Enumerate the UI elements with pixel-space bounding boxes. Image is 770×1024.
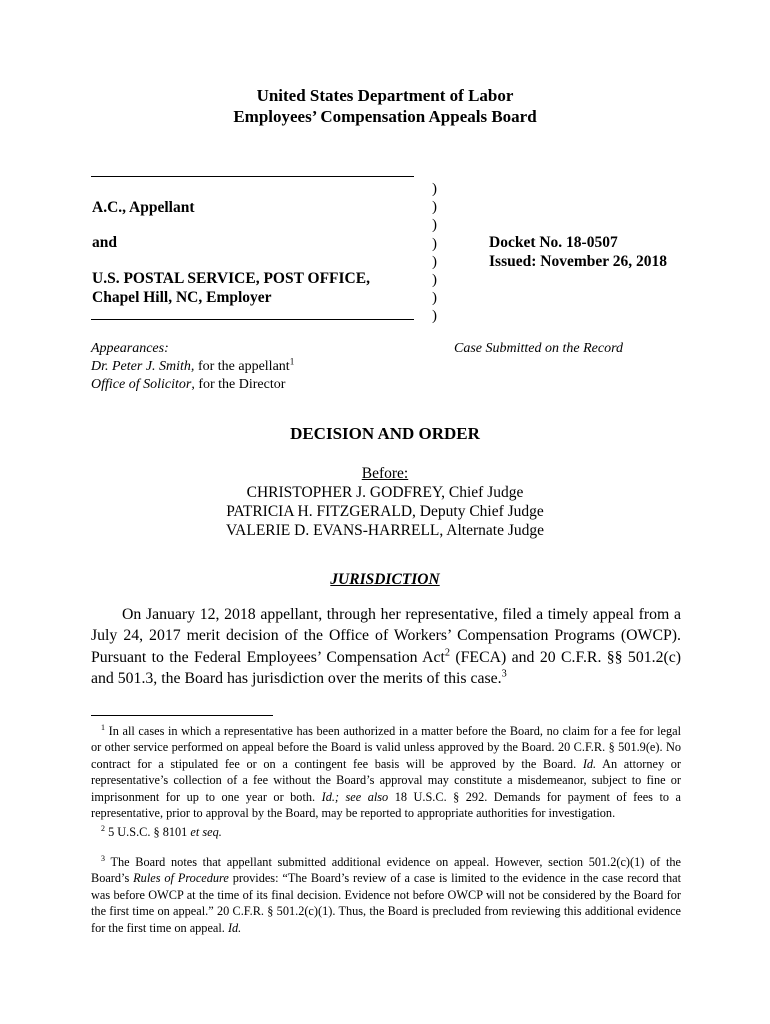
agency-title: United States Department of Labor <box>256 86 514 105</box>
docket-number: Docket No. 18-0507 <box>489 234 618 251</box>
appellant-name: A.C., Appellant <box>92 199 195 216</box>
judge-2: PATRICIA H. FITZGERALD, Deputy Chief Judge <box>226 503 544 520</box>
footnote-ref-1: 1 <box>289 356 295 367</box>
footnote-1: $^1$ In all cases in which a representative has been authorized in a matter before the Board, no claim for a fee for legal or other service performed on appeal before the Board is valid unless approved by the Board. 20 C.F.R. § 501.9(e). No contract for a stipulated fee or on a contingent fee basis will be approved by the Board. Id. An attorney or representative’s collection of a fee without the Board’s approval may constitute a misdemeanor, subject to fine or imprisonment for up to one year or both. Id.; see also 18 U.S.C. § 292. Demands for payment of fees to a representative, prior to approval by the Board, may be reported to appropriate authorities for investigation. <box>91 722 681 821</box>
decision-title: DECISION AND ORDER <box>290 424 480 443</box>
footnote-separator <box>91 715 273 716</box>
employer-line2: Chapel Hill, NC, Employer <box>92 289 272 306</box>
board-title: Employees’ Compensation Appeals Board <box>233 107 537 126</box>
jurisdiction-paragraph: On January 12, 2018 appellant, through her representative, filed a timely appeal from a July 24, 2017 merit decision of the Office of Workers’ Compensation Programs (OWCP). Pursuant to the Federal Employees’ Compensation Act$^2$ (FECA) and 20 C.F.R. §§ 501.2(c) and 501.3, the Board has jurisdiction over the merits of this case.$^3$ <box>91 606 682 687</box>
director-representative: Office of Solicitor, for the Director <box>91 377 286 392</box>
footnote-2: $^2$ 5 U.S.C. § 8101 et seq. <box>101 823 222 839</box>
before-label: Before: <box>361 465 409 482</box>
case-submitted: Case Submitted on the Record <box>454 341 624 356</box>
caption-bottom-rule <box>91 319 414 320</box>
representative-name: Dr. Peter J. Smith, <box>91 359 195 374</box>
issued-date: Issued: November 26, 2018 <box>489 253 667 270</box>
footnote-ref-3: 3 <box>501 668 507 680</box>
caption-parentheses: ) ) ) ) ) ) ) ) <box>432 181 437 325</box>
employer-line1: U.S. POSTAL SERVICE, POST OFFICE, <box>92 270 370 287</box>
appellant-representative: Dr. Peter J. Smith, for the appellant$^1$ <box>91 356 295 374</box>
footnote-ref-2: 2 <box>444 647 451 659</box>
judge-3: VALERIE D. EVANS-HARRELL, Alternate Judge <box>225 522 544 539</box>
footnote-3: $^3$ The Board notes that appellant submitted additional evidence on appeal. However, section 501.2(c)(1) of the Board’s Rules of Procedure provides: “The Board’s review of a case is limited to the evidence in the case record that was before OWCP at the time of its final decision. Evidence not before OWCP will not be considered by the Board for the first time on appeal.” 20 C.F.R. § 501.2(c)(1). Thus, the Board is precluded from reviewing this additional evidence for the first time on appeal. Id. <box>91 853 681 935</box>
caption-top-rule <box>91 176 414 177</box>
appearances-label: Appearances: <box>91 341 169 356</box>
solicitor-name: Office of Solicitor <box>91 377 192 392</box>
judge-1: CHRISTOPHER J. GODFREY, Chief Judge <box>246 484 524 501</box>
jurisdiction-heading: JURISDICTION <box>330 571 440 588</box>
caption-and: and <box>92 234 117 251</box>
